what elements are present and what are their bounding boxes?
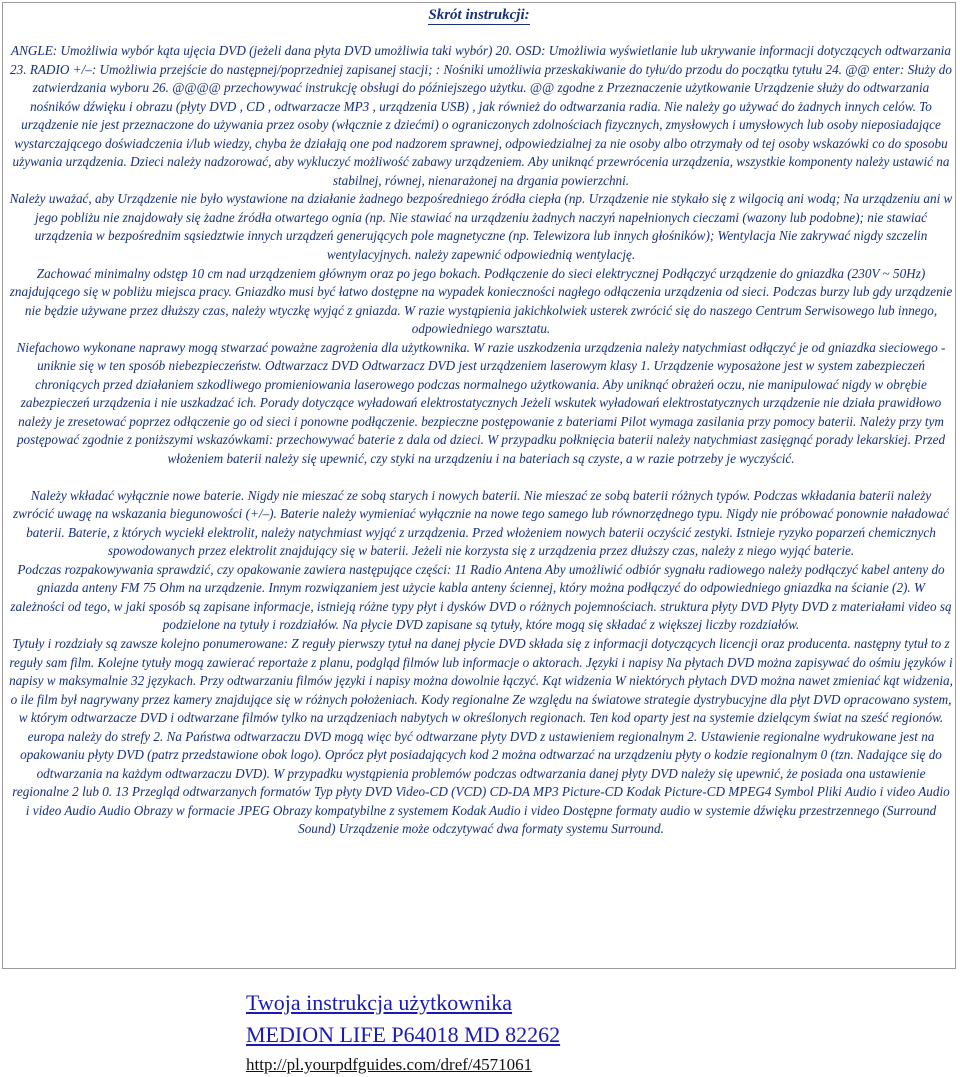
model-link[interactable]: MEDION LIFE P64018 MD 82262 — [246, 1022, 561, 1047]
paragraph: Podczas rozpakowywania sprawdzić, czy opakowanie zawiera następujące części: 11 Radio Antena Aby umożliwić odbiór sygnału radiowego należy podłączyć kabel anteny do gniazda anteny FM 75 Ohm na urządzenie. Innym rozwiązaniem jest użycie kabla anteny ściennej, który można podłączyć do odpowiedniego gniazdka na ścianie (2). W zależności od tego, w jaki sposób są zapisane informacje, istnieją różne typy płyt i dysków DVD o różnych pojemnościach. struktura płyty DVD Płyty DVD z materiałami video są podzielone na tytuły i rozdziałów. Na płycie DVD zapisane są tytuły, które mogą się składać z większej liczby rozdziałów. — [10, 561, 952, 633]
paragraph: Zachować minimalny odstęp 10 cm nad urządzeniem głównym oraz po jego bokach. Podłączenie do sieci elektrycznej Podłączyć urządzenie do gniazdka (230V ~ 50Hz) znajdującego się w pobliżu miejsca pracy. Gniazdko musi być łatwo dostępne na wypadek konieczności nagłego odłączenia urządzenia od sieci. Podczas burzy lub gdy urządzenie nie będzie używane przez dłuższy czas, należy wtyczkę wyjąć z gniazda. W razie wystąpienia jakichkolwiek usterek zwrócić się do naszego Centrum Serwisowego lub innego, odpowiedniego warsztatu. — [9, 265, 953, 337]
paragraph: Niefachowo wykonane naprawy mogą stwarzać poważne zagrożenia dla użytkownika. W razie uszkodzenia urządzenia należy natychmiast odłączyć je od gniazdka sieciowego - uniknie się w ten sposób niebezpieczeństw. Odtwarzacz DVD Odtwarzacz DVD jest urządzeniem laserowym klasy 1. Urządzenie wyposażone jest w system zabezpieczeń chroniących przed działaniem szkodliwego promieniowania laserowego podczas normalnego użytkowania. Aby uniknąć obrażeń oczu, nie manipulować nigdy w obrębie zabezpieczeń urządzenia i nie uszkadzać ich. Porady dotyczące wyładowań elektrostatycznych Jeżeli wskutek wyładowań elektrostatycznych urządzenie nie działa prawidłowo należy je zresetować poprzez odłączenie go od sieci i ponowne podłączenie. bezpieczne postępowanie z bateriami Pilot wymaga zasilania przy pomocy baterii. Należy przy tym postępować zgodnie z poniższymi wskazówkami: przechowywać baterie z dala od dzieci. W przypadku połknięcia baterii należy natychmiast zasięgnąć porady lekarskiej. Przed włożeniem baterii należy się upewnić, czy styki na urządzeniu i na bateriach są czyste, a w razie potrzeby je wyczyścić. — [16, 339, 946, 467]
url-link[interactable]: http://pl.yourpdfguides.com/dref/4571061 — [246, 1055, 533, 1074]
paragraph: Tytuły i rozdziały są zawsze kolejno ponumerowane: Z reguły pierwszy tytuł na danej płycie DVD składa się z informacji dotyczących licencji oraz producenta. następny tytuł to z reguły sam film. Kolejne tytuły mogą zawierać reportaże z planu, podgląd filmów lub informacje o aktorach. Języki i napisy Na płytach DVD można zapisywać do ośmiu języków i napisy w maksymalnie 32 językach. Przy odtwarzaniu filmów języki i napisy można dowolnie łączyć. Kąt widzenia W niektórych płytach DVD można nawet zmieniać kąt widzenia, o ile film był nagrywany przez kamery znajdujące się w różnych położeniach. Kody regionalne Ze względu na światowe strategie dystrybucyjne dla płyt DVD opracowano system, w którym odtwarzacze DVD i odtwarzane filmów tylko na urządzeniach nabytych w określonych regionach. Ten kod oparty jest na systemie dzielącym świat na sześć regionów. europa należy do strefy 2. Na Państwa odtwarzaczu DVD mogą więc być odtwarzane płyty DVD z ustawieniem regionalnym 2. Ustawienie regionalne wydrukowane jest na opakowaniu płyty DVD (patrz przedstawione obok logo). Oprócz płyt posiadających kod 2 można odtwarzać na urządzeniu płyty o kodzie regionalnym 0 (tzn. Nadające się do odtwarzania na każdym odtwarzaczu DVD). W przypadku wystąpienia problemów podczas odtwarzania danej płyty DVD należy się upewnić, że posiada ona ustawienie regionalne 2 lub 0. 13 Przegląd odtwarzanych formatów Typ płyty DVD Video-CD (VCD) CD-DA MP3 Picture-CD Kodak Picture-CD MPEG4 Symbol Pliki Audio i video Audio i video Audio Audio Obrazy w formacie JPEG Obrazy kompatybilne z systemem Kodak Audio i video Dostępne formaty audio w systemie dźwięku przestrzennego (Surround Sound) Urządzenie może odczytywać dwa formaty systemu Surround. — [9, 635, 953, 837]
manual-link[interactable]: Twoja instrukcja użytkownika — [246, 990, 513, 1015]
document-body — [9, 42, 953, 839]
paragraph: Należy uważać, aby Urządzenie nie było wystawione na działanie żadnego bezpośredniego źródła ciepła (np. Urządzenie nie stykało się z wilgocią ani wodą; Na urządzeniu ani w jego pobliżu nie znajdowały się żadne źródła otwartego ognia (np. Nie stawiać na urządzeniu żadnych naczyń napełnionych cieczami (wazony lub podobne); nie stawiać urządzenia w bezpośrednim sąsiedztwie innych urządzeń generujących pole magnetyczne (np. Telewizora lub innych głośników); Wentylacja Nie zakrywać nigdy szczelin wentylacyjnych. należy zapewnić odpowiednią wentylację. — [9, 191, 953, 263]
footer-links — [246, 988, 946, 1077]
paragraph: Należy wkładać wyłącznie nowe baterie. Nigdy nie mieszać ze sobą starych i nowych baterii. Nie mieszać ze sobą baterii różnych typów. Podczas wkładania baterii należy zwrócić uwagę na wskazania biegunowości (+/–). Baterie należy wymieniać wyłącznie na nowe tego samego lub równorzędnego typu. Nigdy nie próbować ponownie naładować baterii. Baterie, z których wyciekł elektrolit, należy natychmiast wyjąć z urządzenia. Przed włożeniem nowych baterii oczyścić zestyki. Istnieje ryzyko poparzeń chemicznych spowodowanych przez elektrolit znajdujący się w baterii. Jeżeli nie korzysta się z urządzenia przez dłuższy czas, należy z niego wyjąć baterie. — [13, 487, 949, 559]
document-frame — [2, 2, 956, 969]
document-title: Skrót instrukcji: — [428, 7, 530, 23]
paragraph: ANGLE: Umożliwia wybór kąta ujęcia DVD (jeżeli dana płyta DVD umożliwia taki wybór) 20. OSD: Umożliwia wyświetlanie lub ukrywanie informacji dotyczących odtwarzania 23. RADIO +/–: Umożliwia przejście do następnej/poprzedniej zapisanej stacji; : Nośniki umożliwia przeskakiwanie do tyłu/do przodu do początku tytułu 24. @@ enter: Służy do zatwierdzania wyboru 26. @@@@ przechowywać instrukcję obsługi do późniejszego użytku. @@ zgodne z Przeznaczenie użytkowanie Urządzenie służy do odtwarzania nośników dźwięku i obrazu (płyty DVD , CD , odtwarzacze MP3 , urządzenia USB) , jak również do odtwarzania radia. Nie należy go używać do żadnych innych celów. To urządzenie nie jest przeznaczone do używania przez osoby (włącznie z dziećmi) o ograniczonych zdolnościach fizycznych, zmysłowych i umysłowych lub osoby nieposiadające wystarczającego doświadczenia i/lub wiedzy, chyba że działają one pod nadzorem sprawnej, odpowiedzialnej za nie osoby albo otrzymały od tej osoby wskazówki co do sposobu używania urządzenia. Dzieci należy nadzorować, aby wykluczyć możliwość zabawy urządzeniem. Aby uniknąć przewrócenia urządzenia, wszystkie komponenty należy ustawić na stabilnej, równej, nienarażonej na drgania powierzchni. — [10, 43, 952, 188]
title-wrap — [3, 3, 955, 25]
